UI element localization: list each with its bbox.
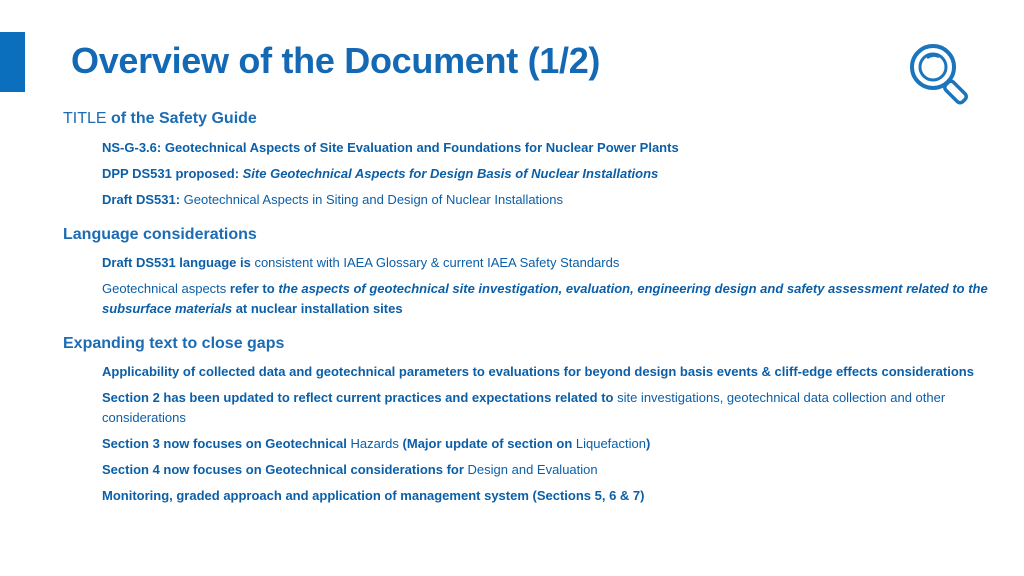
list-item: Section 3 now focuses on Geotechnical Hazards (Major update of section on Liquefaction) [102, 436, 651, 451]
content [63, 108, 993, 506]
list-item: Draft DS531 language is consistent with IAEA Glossary & current IAEA Safety Standards [102, 255, 620, 270]
list-item: Geotechnical aspects refer to the aspects of geotechnical site investigation, evaluation, engineering design and safety assessment related to the subsurface materials at nuclear installation sites [102, 281, 988, 316]
list-item: NS-G-3.6: Geotechnical Aspects of Site Evaluation and Foundations for Nuclear Power Plants [102, 140, 679, 155]
section-heading-expanding: Expanding text to close gaps [63, 335, 285, 352]
heading-prefix: TITLE [63, 110, 107, 127]
section-heading-title [63, 108, 993, 130]
search-icon [906, 40, 974, 108]
section-heading-language: Language considerations [63, 226, 257, 243]
list-item: Monitoring, graded approach and application of management system (Sections 5, 6 & 7) [102, 488, 645, 503]
list-item: Draft DS531: Geotechnical Aspects in Siting and Design of Nuclear Installations [102, 192, 564, 207]
page-title: Overview of the Document (1/2) [71, 40, 601, 81]
list-item: DPP DS531 proposed: Site Geotechnical Aspects for Design Basis of Nuclear Installations [102, 166, 659, 181]
heading-rest: of the Safety Guide [106, 110, 257, 127]
accent-bar [0, 32, 25, 92]
list-item: Section 2 has been updated to reflect current practices and expectations related to site investigations, geotechnical data collection and other considerations [102, 390, 946, 425]
list-item: Section 4 now focuses on Geotechnical considerations for Design and Evaluation [102, 462, 598, 477]
list-item: Applicability of collected data and geotechnical parameters to evaluations for beyond design basis events & cliff-edge effects considerations [102, 364, 974, 379]
